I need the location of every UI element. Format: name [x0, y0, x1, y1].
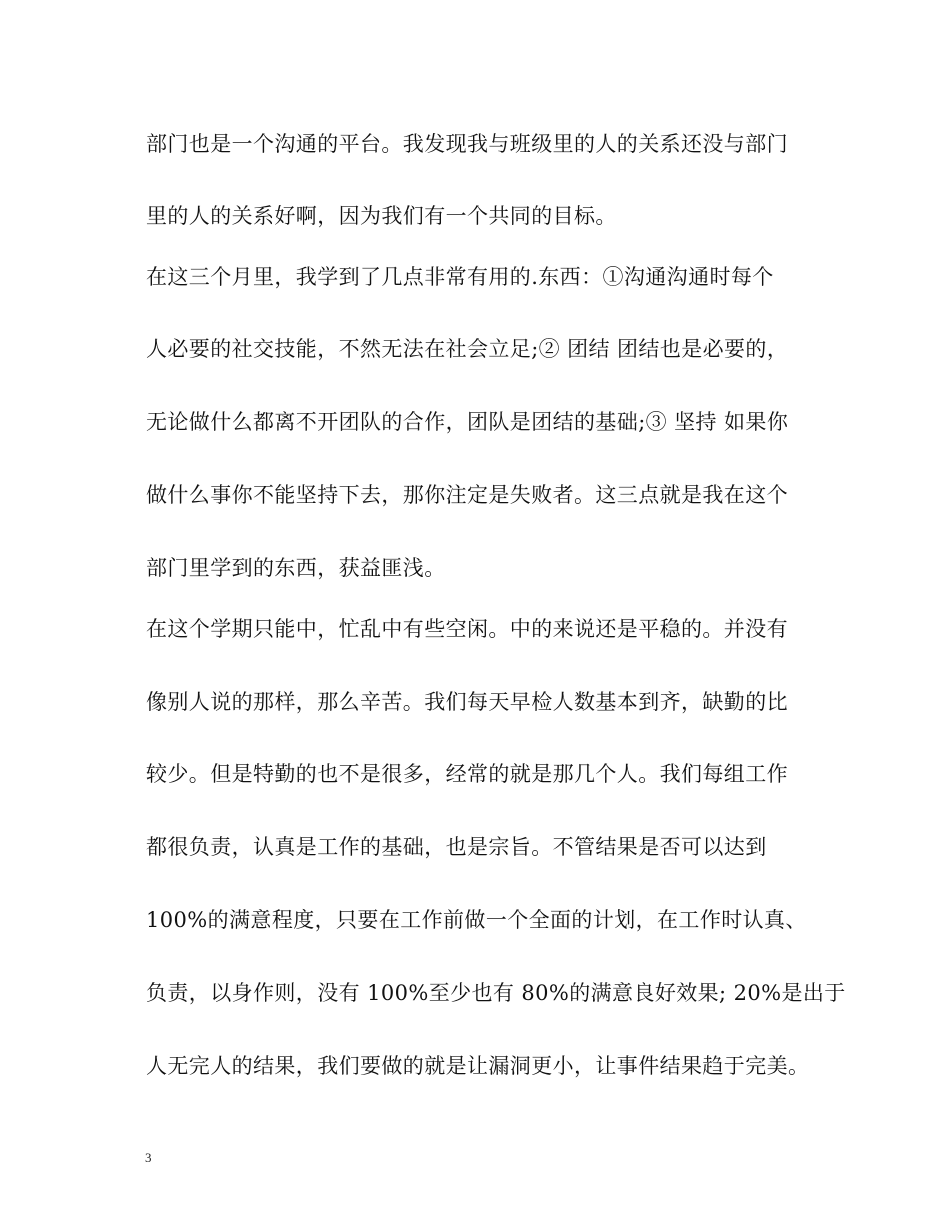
paragraph-line: 在这三个月里，我学到了几点非常有用的.东西：①沟通沟通时每个 — [146, 265, 774, 289]
paragraph-line: 做什么事你不能坚持下去，那你注定是失败者。这三点就是我在这个 — [146, 483, 788, 507]
paragraph-line: 无论做什么都离不开团队的合作，团队是团结的基础;③ 坚持 如果你 — [146, 410, 789, 434]
paragraph-line: 部门也是一个沟通的平台。我发现我与班级里的人的关系还没与部门 — [146, 132, 788, 156]
paragraph-line: 都很负责，认真是工作的基础，也是宗旨。不管结果是否可以达到 — [146, 835, 767, 859]
paragraph-line: 部门里学到的东西，获益匪浅。 — [146, 556, 446, 580]
paragraph-line: 在这个学期只能中，忙乱中有些空闲。中的来说还是平稳的。并没有 — [146, 617, 788, 641]
paragraph-line: 100%的满意程度，只要在工作前做一个全面的计划，在工作时认真、 — [146, 908, 807, 932]
paragraph-line: 像别人说的那样，那么辛苦。我们每天早检人数基本到齐，缺勤的比 — [146, 690, 788, 714]
paragraph-line: 人必要的社交技能，不然无法在社会立足;② 团结 团结也是必要的， — [146, 337, 789, 361]
paragraph-line: 较少。但是特勤的也不是很多，经常的就是那几个人。我们每组工作 — [146, 762, 788, 786]
page-number: 3 — [145, 1150, 152, 1165]
paragraph-line: 负责，以身作则，没有 100%至少也有 80%的满意良好效果; 20%是出于 — [146, 981, 846, 1005]
paragraph-line: 里的人的关系好啊，因为我们有一个共同的目标。 — [146, 204, 617, 228]
paragraph-line: 人无完人的结果，我们要做的就是让漏洞更小，让事件结果趋于完美。 — [146, 1054, 810, 1078]
